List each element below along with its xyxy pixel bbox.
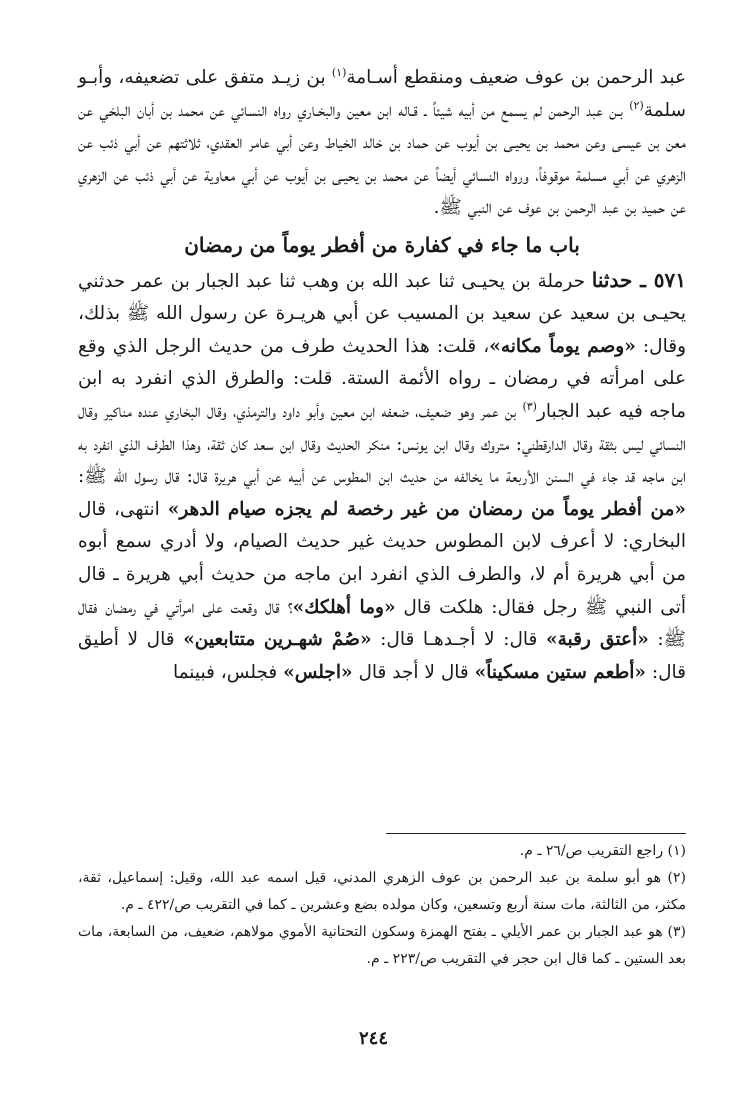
text-line: معاوية عن أبي ذئب عن الزهري عن حميد بن عبد الرحمن بن عوف عن النبي ﷺ. — [78, 164, 686, 219]
footnote-divider — [386, 833, 686, 834]
text-line: امرأتي في رمضان فقال ﷺ: — [78, 596, 686, 651]
text-line: حرملة بن يحيـى ثنا عبد الله بن وهب ثنا عبد الجبار بن عمر — [132, 270, 586, 292]
text-line: عن أبي مسلمة موقوفاً، ورواه النسائي أيضاً عن محمد بن يحيـى بن أيوب عن أبي — [241, 164, 651, 186]
text-line: انتهى، قال البخاري: لا أعرف لابن المطوس حديث غير حديث الصيام، ولا — [78, 498, 686, 553]
hadith-paragraph — [78, 264, 686, 690]
text-line: ماجه فيه عبد الجبار — [536, 400, 686, 422]
text-line: يونس: منكر الحديث وقال ابن سعد كان ثقة، وهذا الطرف الذي انفرد به ابن ماجه — [78, 433, 686, 488]
text-line: عبد الرحمن بن عوف ضعيف ومنقطع أسـامة — [346, 67, 686, 88]
text-line: قال: قال رسول الله ﷺ: — [78, 466, 208, 488]
footnote-mark-1: (١) — [331, 65, 347, 79]
text-line: حدثني يحيـى بن سعيد عن سعيد بن المسيب عن أبي هريـرة عن رسول الله ﷺ — [78, 270, 686, 325]
footnote-1: (١) راجع التقريب ص/٢٦ ـ م. — [519, 843, 686, 859]
footnote-2: (٢) هو أبو سلمة بن عبد الرحمن بن عوف الزهري المدني، قيل اسمه عبد الله، وقيل: إسماعيل، ثقة، مكثر، من الثالثة، مات سنة أربع وتسعين، وكان مولده بضع وعشرين ـ كما في التقريب ص/٤٢٢ ـ م. — [78, 870, 686, 913]
text-line: ، قلت: هذا الحديث طرف من حديث الرجل الذي — [112, 335, 490, 357]
hadith-number: ٥٧١ ـ حدثنا — [591, 267, 686, 292]
quote-bold: «أعتق رقبة» — [546, 629, 649, 651]
text-line: بن عمر وهو ضعيف، ضعفه ابن معين وأبو داود والترمذي، — [232, 400, 517, 422]
text-line: النسائي عن محمد بن أبان البلخي عن معن بن عيسى وعن محمد بن يحيـى بن أيوب — [78, 99, 686, 154]
text-line: وقال البخاري عنده مناكير وقال النسائي ليس بثقة وقال الدارقطني: متروك وقال ابن — [78, 400, 686, 455]
footnotes — [78, 838, 686, 973]
footnote-mark-3: (٣) — [522, 399, 537, 413]
footnote-3: (٣) هو عبد الجبار بن عمر الأيلي ـ بفتح الهمزة وسكون التحتانية الأموي مولاهم، ضعيف، من السابعة، مات بعد الستين ـ كما قال ابن حجر في التقريب ص/٢٢٣ ـ م. — [78, 924, 686, 967]
page-number: ٢٤٤ — [358, 1028, 388, 1049]
quote-bold: «اجلس» — [283, 661, 353, 683]
quote-bold: «أطعم ستين مسكيناً» — [474, 661, 646, 683]
text-line: فجلس، فبينما — [172, 661, 278, 683]
text-line: بـن عبد الرحمن لم يسمع من أبيه شيئاً ـ قـاله ابن معين والبخـاري رواه — [273, 99, 623, 121]
main-text — [78, 62, 686, 689]
text-line: هريرة ـ قال أتى النبي ﷺ رجل فقال: هلكت قال — [78, 563, 687, 618]
text-line: بن زيـد متفق على تضعيفه، وأبـو — [78, 67, 326, 88]
quote-bold: «من أفطر يوماً من رمضان من غير رخصة لم يجزه صيام — [227, 498, 686, 520]
text-line: ؟ قال وقعت على — [202, 596, 293, 618]
text-line: قد جاء في السنن الأربعة ما يخالفه من حديث ابن المطوس عن أبيه عن أبي هريرة — [214, 466, 636, 488]
chapter-heading: باب ما جاء في كفارة من أفطر يوماً من رمضان — [184, 232, 580, 257]
opening-paragraph — [78, 62, 686, 225]
text-line: أدري سمع أبوه من أبي هريرة أم لا، والطرف الذي انفرد ابن ماجه من حديث أبي — [78, 531, 686, 585]
text-line: سلمة — [643, 99, 686, 121]
quote-bold: متتابعين» — [183, 629, 256, 651]
quote-bold: «وما أهلكك» — [292, 596, 396, 618]
quote-bold: «وصم يوماً مكانه» — [489, 335, 636, 357]
text-line: بذلك، وقال: — [78, 303, 687, 357]
footnote-mark-2: (٢) — [629, 98, 644, 112]
quote-bold: الدهر» — [167, 498, 220, 520]
text-line: قال لا أجد قال — [358, 661, 469, 683]
text-line: وقع على امرأته في رمضان ـ رواه الأئمة الستة. قلت: والطرق الذي انفرد به ابن — [78, 335, 686, 390]
text-line: عن حماد بن خالد الخياط وعن أبي عامر العقدي، ثلاثتهم عن أبي ذئب عن الزهري — [78, 132, 686, 186]
text-line: قال لا أطيق قال: — [78, 629, 686, 683]
text-line: قال: لا أجـدهـا قال: — [380, 629, 538, 651]
quote-bold: «صُمْ شهـرين — [263, 629, 372, 651]
